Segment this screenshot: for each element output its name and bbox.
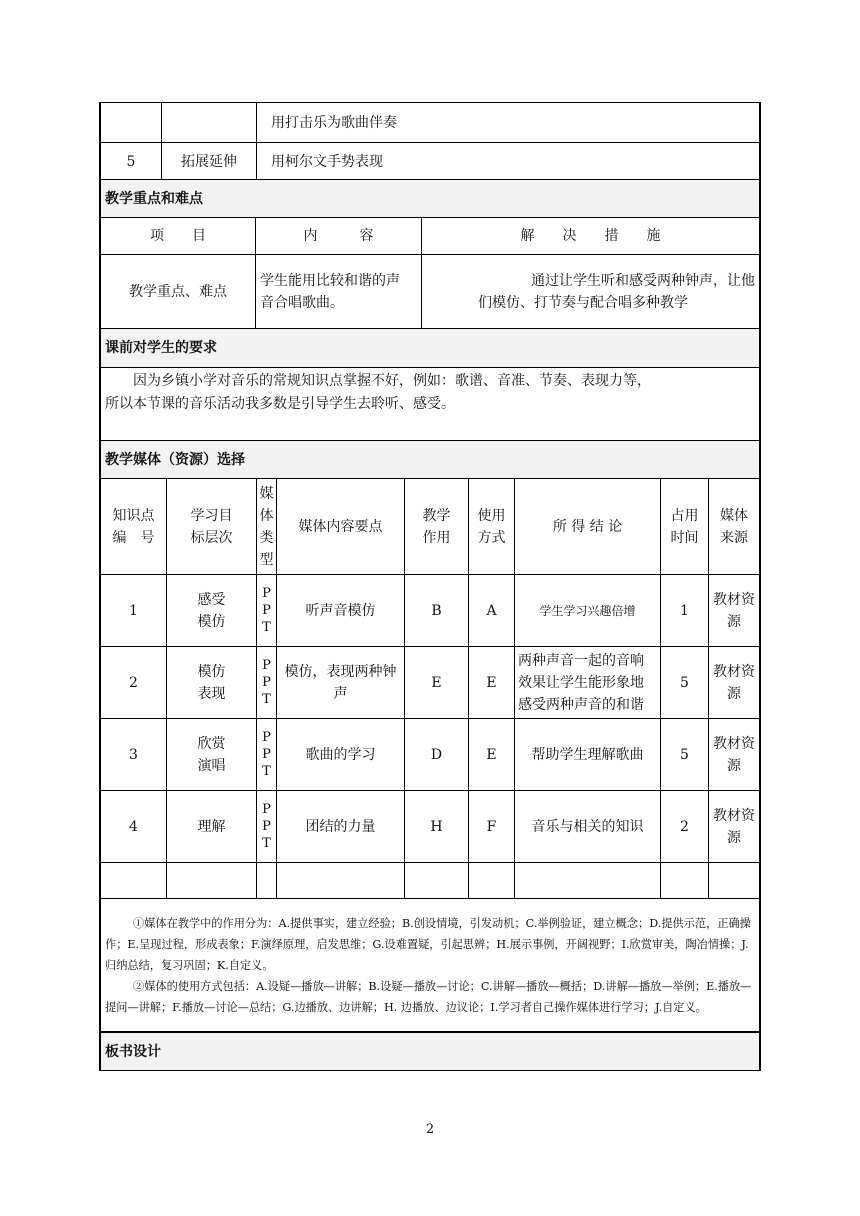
- media-block: [99, 440, 761, 1032]
- row-result: 音乐与相关的知识: [515, 791, 661, 863]
- row-time: 2: [661, 791, 709, 863]
- col-time: 占用 时间: [661, 479, 709, 575]
- row-level: 理解: [167, 791, 257, 863]
- table-row: [101, 575, 760, 647]
- row-source: 教材资 源: [709, 647, 760, 719]
- empty-row: [101, 863, 760, 899]
- col-method: 使用 方式: [469, 479, 515, 575]
- key-points-item: 教学重点、难点: [101, 255, 256, 329]
- row-result: 两种声音一起的音响 效果让学生能形象地 感受两种声音的和谐: [515, 647, 661, 719]
- row-level: 欣赏 演唱: [167, 719, 257, 791]
- row-content: 模仿，表现两种钟 声: [277, 647, 405, 719]
- row-source: 教材资 源: [709, 575, 760, 647]
- row-time: 5: [661, 647, 709, 719]
- row-content: 歌曲的学习: [277, 719, 405, 791]
- content-line-2: 音合唱歌曲。: [260, 294, 344, 311]
- requirements-table: [100, 328, 760, 442]
- row-role: B: [405, 575, 469, 647]
- row2-content: 用柯尔文手势表现: [257, 143, 760, 181]
- table-row: [101, 791, 760, 863]
- col-role: 教学 作用: [405, 479, 469, 575]
- key-points-content: [256, 255, 422, 329]
- row2-num: 5: [101, 143, 162, 181]
- row-method: E: [469, 719, 515, 791]
- page-number: 2: [425, 1122, 435, 1137]
- col-type: 媒 体 类 型: [257, 479, 277, 575]
- row-method: A: [469, 575, 515, 647]
- row-source: 教材资 源: [709, 719, 760, 791]
- col-item-header: 项 目: [101, 218, 256, 255]
- row-role: H: [405, 791, 469, 863]
- board-block: [99, 1032, 761, 1071]
- row-type: P P T: [257, 719, 277, 791]
- requirements-text: [101, 368, 760, 442]
- top-table-block: [99, 102, 761, 181]
- col-kp: 知识点 编 号: [101, 479, 167, 575]
- media-header: 教学媒体（资源）选择: [101, 441, 760, 479]
- row-num: 3: [101, 719, 167, 791]
- col-result: 所 得 结 论: [515, 479, 661, 575]
- row1-content: 用打击乐为歌曲伴奏: [257, 103, 760, 143]
- media-notes: [101, 899, 760, 1032]
- table-row: [101, 719, 760, 791]
- row-num: 4: [101, 791, 167, 863]
- row-type: P P T: [257, 647, 277, 719]
- requirements-header: 课前对学生的要求: [101, 329, 760, 368]
- row-type: P P T: [257, 791, 277, 863]
- row-type: P P T: [257, 575, 277, 647]
- measure-line-2: 们模仿、打节奏与配合唱多种教学: [478, 294, 688, 311]
- key-points-table: [100, 179, 760, 329]
- row-level: 感受 模仿: [167, 575, 257, 647]
- key-points-block: [99, 179, 761, 329]
- row-content: 听声音模仿: [277, 575, 405, 647]
- row-content: 团结的力量: [277, 791, 405, 863]
- measure-line-1: 通过让学生听和感受两种钟声，让他: [531, 272, 755, 289]
- requirements-block: [99, 328, 761, 442]
- media-table: [100, 440, 760, 1032]
- row-time: 1: [661, 575, 709, 647]
- row-role: E: [405, 647, 469, 719]
- row-result: 帮助学生理解歌曲: [515, 719, 661, 791]
- board-table: [100, 1032, 760, 1071]
- row1-stage: [162, 103, 257, 143]
- row2-stage: 拓展延伸: [162, 143, 257, 181]
- note-1: ①媒体在教学中的作用分为：A.提供事实，建立经验；B.创设情境，引发动机；C.举例验证，建立概念；D.提供示范，正确操作；E.呈现过程，形成表象；F.演绎原理，启发思维；G.设难置疑，引起思辨；H.展示事例，开阔视野；I.欣赏审美，陶冶情操；J.归纳总结，复习巩固；K.自定义。: [105, 916, 751, 972]
- requirements-line-2: 所以本节课的音乐活动我多数是引导学生去聆听、感受。: [105, 396, 455, 412]
- col-source: 媒体 来源: [709, 479, 760, 575]
- key-points-header: 教学重点和难点: [101, 180, 760, 218]
- board-header: 板书设计: [101, 1033, 760, 1071]
- col-level: 学习目 标层次: [167, 479, 257, 575]
- col-content-header: 内 容: [256, 218, 422, 255]
- note-2: ②媒体的使用方式包括：A.设疑—播放—讲解；B.设疑—播放—讨论；C.讲解—播放—概括；D.讲解—播放—举例；E.播放—提问—讲解；F.播放—讨论—总结；G.边播放、边讲解；H. 边播放、边议论；I.学习者自己操作媒体进行学习；J.自定义。: [105, 979, 752, 1014]
- key-points-measure: [422, 255, 760, 329]
- row-role: D: [405, 719, 469, 791]
- requirements-line-1: 因为乡镇小学对音乐的常规知识点掌握不好，例如：歌谱、音准、节奏、表现力等，: [133, 373, 651, 389]
- col-measure-header: 解 决 措 施: [422, 218, 760, 255]
- table-row: [101, 647, 760, 719]
- row-num: 2: [101, 647, 167, 719]
- top-table: [100, 102, 760, 181]
- row-result: 学生学习兴趣倍增: [515, 575, 661, 647]
- row-method: E: [469, 647, 515, 719]
- col-content: 媒体内容要点: [277, 479, 405, 575]
- row-time: 5: [661, 719, 709, 791]
- row-level: 模仿 表现: [167, 647, 257, 719]
- row-method: F: [469, 791, 515, 863]
- content-line-1: 学生能用比较和谐的声: [260, 272, 400, 289]
- row-num: 1: [101, 575, 167, 647]
- row-source: 教材资 源: [709, 791, 760, 863]
- row1-num: [101, 103, 162, 143]
